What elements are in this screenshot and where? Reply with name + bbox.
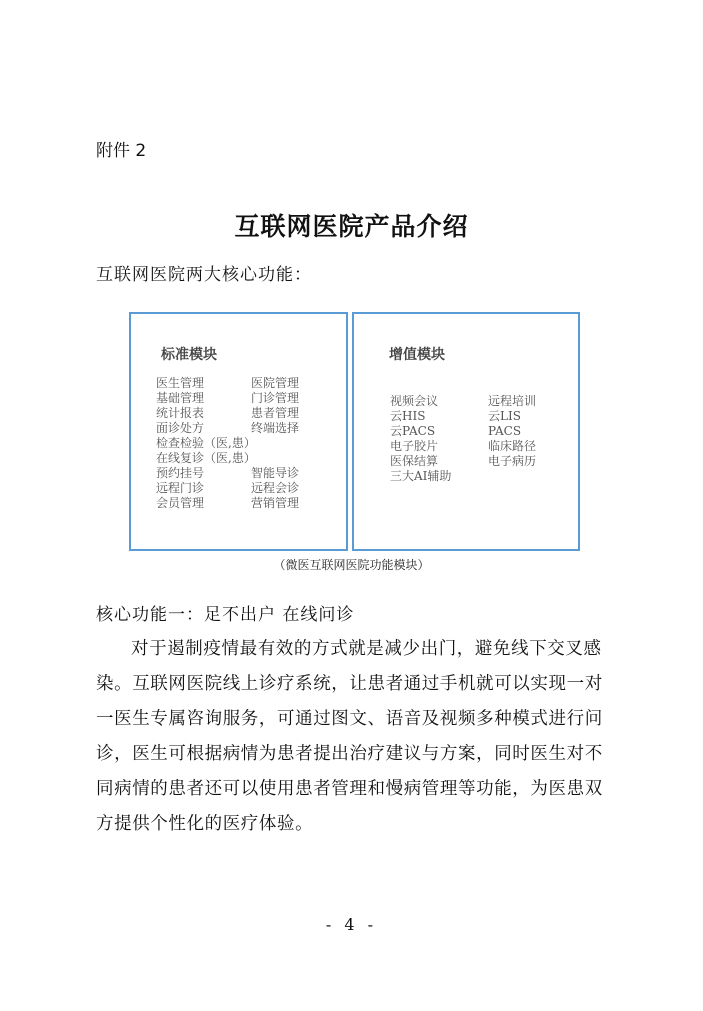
module-item: 门诊管理 — [251, 391, 300, 405]
module-item: 临床路径 — [488, 439, 537, 453]
module-item: 三大AI辅助 — [390, 469, 452, 483]
module-item: 云LIS — [488, 409, 521, 423]
module-item: 在线复诊（医,患） — [156, 451, 256, 465]
module-item: 统计报表 — [156, 406, 205, 420]
module-item: 云PACS — [390, 424, 436, 438]
module-item: 终端选择 — [251, 421, 300, 435]
module-item: 基础管理 — [156, 391, 205, 405]
module-item: 会员管理 — [156, 496, 205, 510]
module-item: 远程会诊 — [251, 481, 300, 495]
module-item: 视频会议 — [390, 394, 439, 408]
paragraph-line: 方提供个性化的医疗体验。 — [96, 814, 314, 834]
module-item: 面诊处方 — [156, 421, 205, 435]
page-number: - 4 - — [325, 915, 378, 934]
core-function-heading: 核心功能一：足不出户 在线问诊 — [96, 605, 355, 625]
paragraph-line: 对于遏制疫情最有效的方式就是减少出门，避免线下交叉感 — [131, 639, 602, 659]
paragraph-line: 同病情的患者还可以使用患者管理和慢病管理等功能，为医患双 — [96, 779, 603, 799]
module-item: 电子病历 — [488, 454, 537, 468]
module-item: 医院管理 — [251, 376, 300, 390]
module-item: 医保结算 — [390, 454, 439, 468]
module-item: 远程门诊 — [156, 481, 205, 495]
paragraph-line: 一医生专属咨询服务，可通过图文、语音及视频多种模式进行问 — [96, 709, 603, 729]
module-item: 智能导诊 — [251, 466, 300, 480]
module-item: PACS — [488, 424, 522, 438]
figure-caption: （微医互联网医院功能模块） — [273, 558, 430, 572]
module-item: 医生管理 — [156, 376, 205, 390]
attachment-label: 附件 2 — [96, 141, 147, 161]
standard-module-title: 标准模块 — [161, 347, 217, 363]
module-item: 远程培训 — [488, 394, 537, 408]
intro-text: 互联网医院两大核心功能： — [96, 265, 312, 285]
module-item: 患者管理 — [251, 406, 300, 420]
paragraph-line: 染。互联网医院线上诊疗系统，让患者通过手机就可以实现一对 — [96, 674, 603, 694]
module-item: 检查检验（医,患） — [156, 436, 256, 450]
module-item: 营销管理 — [251, 496, 300, 510]
module-item: 电子胶片 — [390, 439, 439, 453]
module-item: 云HIS — [390, 409, 426, 423]
standard-module-panel — [129, 312, 348, 551]
value-module-title: 增值模块 — [389, 347, 445, 363]
paragraph-line: 诊，医生可根据病情为患者提出治疗建议与方案，同时医生对不 — [96, 744, 603, 764]
page-title: 互联网医院产品介绍 — [234, 212, 469, 241]
module-item: 预约挂号 — [156, 466, 205, 480]
value-module-panel — [352, 312, 580, 551]
body-paragraph — [96, 632, 614, 842]
